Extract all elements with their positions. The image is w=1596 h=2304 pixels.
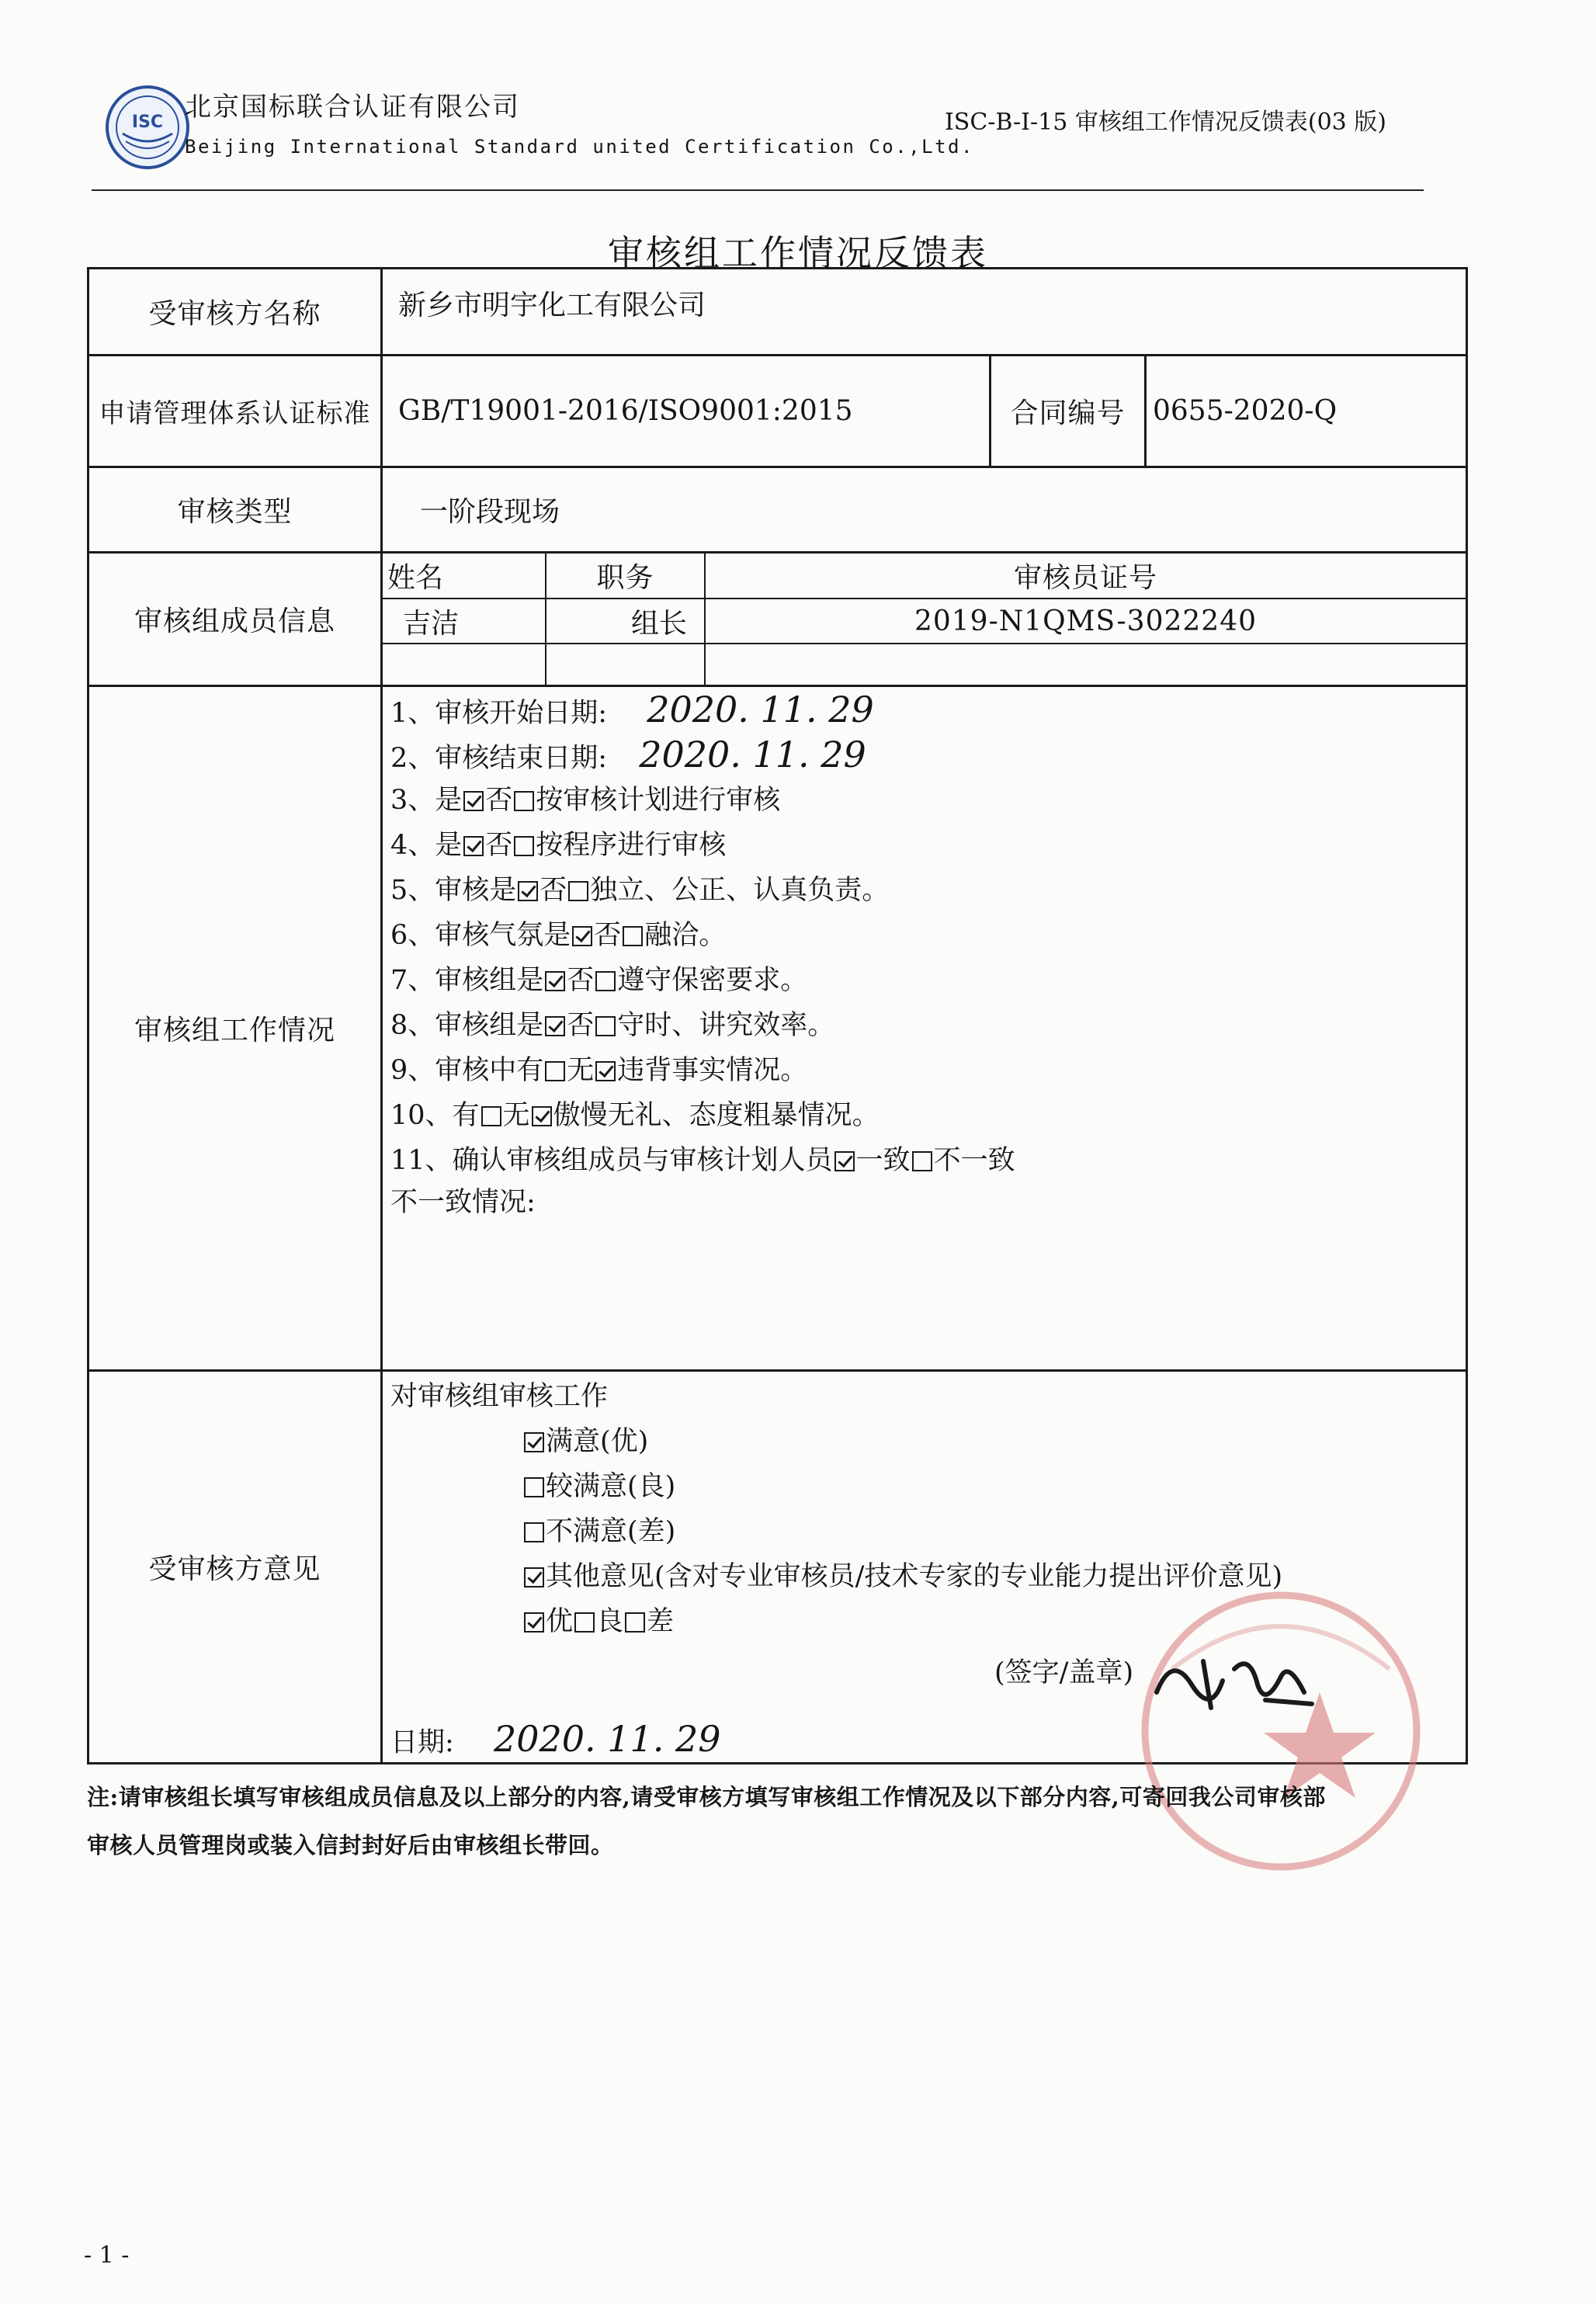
members-label: 审核组成员信息 xyxy=(88,553,382,686)
checkbox-yes-icon[interactable] xyxy=(463,791,484,811)
checkbox-no-icon[interactable] xyxy=(514,791,534,811)
audit-type-label: 审核类型 xyxy=(88,467,382,553)
checkbox-has-icon[interactable] xyxy=(545,1061,565,1081)
checkbox-yes-icon[interactable] xyxy=(545,1016,565,1036)
date-label: 日期: xyxy=(390,1727,454,1758)
work-item-4: 4、是 否 按程序进行审核 xyxy=(390,830,727,861)
checkbox-no-icon[interactable] xyxy=(595,1016,616,1036)
feedback-form-table xyxy=(87,267,1468,1764)
checkbox-yes-icon[interactable] xyxy=(518,881,538,901)
checkbox-no-icon[interactable] xyxy=(623,926,643,946)
checkbox-consistent-icon[interactable] xyxy=(834,1151,855,1171)
work-item-7: 7、审核组是 否 遵守保密要求。 xyxy=(390,965,808,996)
audit-type-value: 一阶段现场 xyxy=(382,467,1467,553)
contract-value: 0655-2020-Q xyxy=(1146,356,1467,467)
logo-text: ISC xyxy=(131,113,164,132)
auditee-value: 新乡市明宇化工有限公司 xyxy=(382,269,1467,356)
members-col-name: 姓名 xyxy=(383,553,546,599)
end-date-label: 2、审核结束日期: xyxy=(390,743,608,774)
checkbox-no-icon[interactable] xyxy=(595,971,616,991)
checkbox-yes-icon[interactable] xyxy=(572,926,592,946)
checkbox-no-icon[interactable] xyxy=(568,881,588,901)
checkbox-none-icon[interactable] xyxy=(595,1061,616,1081)
work-item-3: 3、是 否 按审核计划进行审核 xyxy=(390,785,781,816)
document-title: 审核组工作情况反馈表 xyxy=(608,232,988,274)
footnote-line-1: 注:请审核组长填写审核组成员信息及以上部分的内容,请受审核方填写审核组工作情况及以下部分内容,可寄回我公司审核部 xyxy=(87,1784,1326,1810)
inconsistent-label: 不一致情况: xyxy=(390,1187,536,1218)
members-table xyxy=(383,553,1466,685)
members-col-cert: 审核员证号 xyxy=(705,553,1466,599)
checkbox-fairly-satisfied-icon[interactable] xyxy=(524,1477,544,1497)
work-item-1 xyxy=(390,689,874,730)
members-empty-row xyxy=(383,644,1466,685)
sign-label: (签字/盖章) xyxy=(994,1657,1134,1688)
members-cell xyxy=(382,553,1467,686)
row-audit-type xyxy=(88,467,1467,553)
work-item-6: 6、审核气氛是 否 融洽。 xyxy=(390,920,727,951)
start-date-handwritten: 2020. 11. 29 xyxy=(647,689,874,730)
checkbox-poor-icon[interactable] xyxy=(625,1612,645,1633)
footnote xyxy=(87,1773,1469,1869)
checkbox-inconsistent-icon[interactable] xyxy=(912,1151,932,1171)
checkbox-satisfied-icon[interactable] xyxy=(524,1432,544,1452)
opinion-heading: 对审核组审核工作 xyxy=(390,1381,609,1412)
members-header-row xyxy=(383,553,1466,599)
opinion-label: 受审核方意见 xyxy=(88,1371,382,1764)
work-item-2 xyxy=(390,734,866,776)
start-date-label: 1、审核开始日期: xyxy=(390,698,608,729)
auditee-label: 受审核方名称 xyxy=(88,269,382,356)
members-col-role: 职务 xyxy=(546,553,705,599)
work-item-5: 5、审核是 否 独立、公正、认真负责。 xyxy=(390,875,890,906)
work-cell xyxy=(382,686,1467,1371)
opinion-date xyxy=(390,1718,721,1760)
row-work xyxy=(88,686,1467,1371)
member-name: 吉洁 xyxy=(383,599,546,644)
opinion-option-unsatisfied: 不满意(差) xyxy=(522,1510,675,1549)
checkbox-unsatisfied-icon[interactable] xyxy=(524,1522,544,1542)
contract-label: 合同编号 xyxy=(991,356,1146,467)
standard-label: 申请管理体系认证标准 xyxy=(88,356,382,467)
checkbox-other-icon[interactable] xyxy=(524,1567,544,1587)
work-item-9: 9、审核中有 无 违背事实情况。 xyxy=(390,1055,808,1086)
member-role: 组长 xyxy=(546,599,705,644)
member-cert: 2019-N1QMS-3022240 xyxy=(705,599,1466,644)
end-date-handwritten: 2020. 11. 29 xyxy=(639,734,866,776)
checkbox-none-icon[interactable] xyxy=(532,1106,552,1126)
standard-value: GB/T19001-2016/ISO9001:2015 xyxy=(382,356,991,467)
company-name-cn: 北京国标联合认证有限公司 xyxy=(185,92,520,123)
work-label: 审核组工作情况 xyxy=(88,686,382,1371)
date-handwritten: 2020. 11. 29 xyxy=(493,1718,721,1760)
header-divider xyxy=(92,189,1424,191)
work-item-10: 10、有 无 傲慢无礼、态度粗暴情况。 xyxy=(390,1100,880,1131)
work-item-8: 8、审核组是 否 守时、讲究效率。 xyxy=(390,1010,835,1041)
members-row xyxy=(383,599,1466,644)
work-item-11: 11、确认审核组成员与审核计划人员 一致 不一致 xyxy=(390,1145,1015,1176)
checkbox-yes-icon[interactable] xyxy=(463,836,484,856)
page-number: - 1 - xyxy=(84,2242,130,2269)
footnote-line-2: 审核人员管理岗或装入信封封好后由审核组长带回。 xyxy=(87,1832,614,1858)
company-logo-icon xyxy=(92,84,200,171)
checkbox-no-icon[interactable] xyxy=(514,836,534,856)
opinion-grade: 优 良 差 xyxy=(522,1600,674,1639)
form-code: ISC-B-I-15 审核组工作情况反馈表(03 版) xyxy=(944,109,1386,136)
row-members xyxy=(88,553,1467,686)
handwritten-signature-icon xyxy=(1149,1638,1320,1723)
checkbox-has-icon[interactable] xyxy=(481,1106,501,1126)
checkbox-yes-icon[interactable] xyxy=(545,971,565,991)
opinion-option-other: 其他意见(含对专业审核员/技术专家的专业能力提出评价意见) xyxy=(522,1555,1282,1594)
checkbox-good-icon[interactable] xyxy=(574,1612,595,1633)
company-name-en: Beijing International Standard united Certification Co.,Ltd. xyxy=(185,136,974,158)
row-standard xyxy=(88,356,1467,467)
row-auditee xyxy=(88,269,1467,356)
checkbox-excellent-icon[interactable] xyxy=(524,1612,544,1633)
opinion-option-satisfied: 满意(优) xyxy=(522,1420,648,1459)
opinion-option-fairly-satisfied: 较满意(良) xyxy=(522,1465,675,1504)
